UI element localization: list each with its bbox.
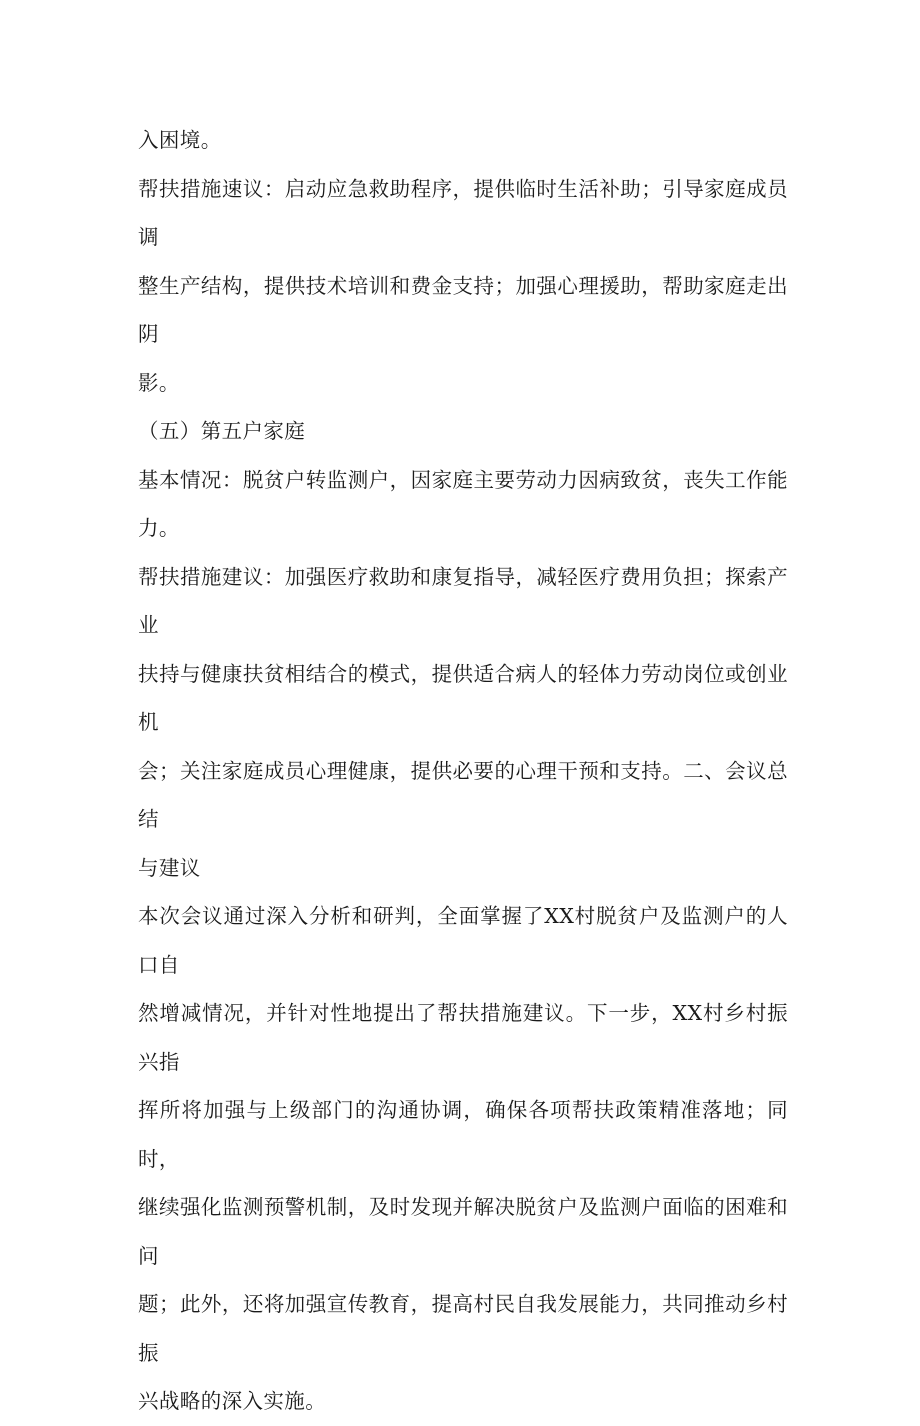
- paragraph-continuation: 入困境。: [138, 128, 222, 152]
- document-body: [138, 116, 788, 1426]
- paragraph-assistance-measures-4: 帮扶措施速议：启动应急救助程序，提供临时生活补助；引导家庭成员调 整生产结构，提供技术培训和费金支持；加强心理援助，帮助家庭走出阴 影。: [138, 176, 788, 395]
- paragraph-basic-situation-5: 基本情况：脱贫户转监测户，因家庭主要劳动力因病致贫，丧失工作能力。: [138, 467, 788, 540]
- paragraph-assistance-measures-5: 帮扶措施建议：加强医疗救助和康复指导，减轻医疗费用负担；探索产业 扶持与健康扶贫相结合的模式，提供适合病人的轻体力劳动岗位或创业机 会；关注家庭成员心理健康，提供必要的心理干预和支持。二、会议总结 与建议: [138, 564, 788, 880]
- section-heading-household-5: （五）第五户家庭: [138, 419, 306, 443]
- paragraph-meeting-summary: 本次会议通过深入分析和研判，全面掌握了XX村脱贫户及监测户的人口自 然增减情况，并针对性地提出了帮扶措施建议。下一步，XX村乡村振兴指 挥所将加强与上级部门的沟通协调，确保各项帮扶政策精准落地；同时， 继续强化监测预警机制，及时发现并解决脱贫户及监测户面临的困难和问 题；此外，还将加强宣传教育，提高村民自我发展能力，共同推动乡村振 兴战略的深入实施。: [138, 904, 788, 1413]
